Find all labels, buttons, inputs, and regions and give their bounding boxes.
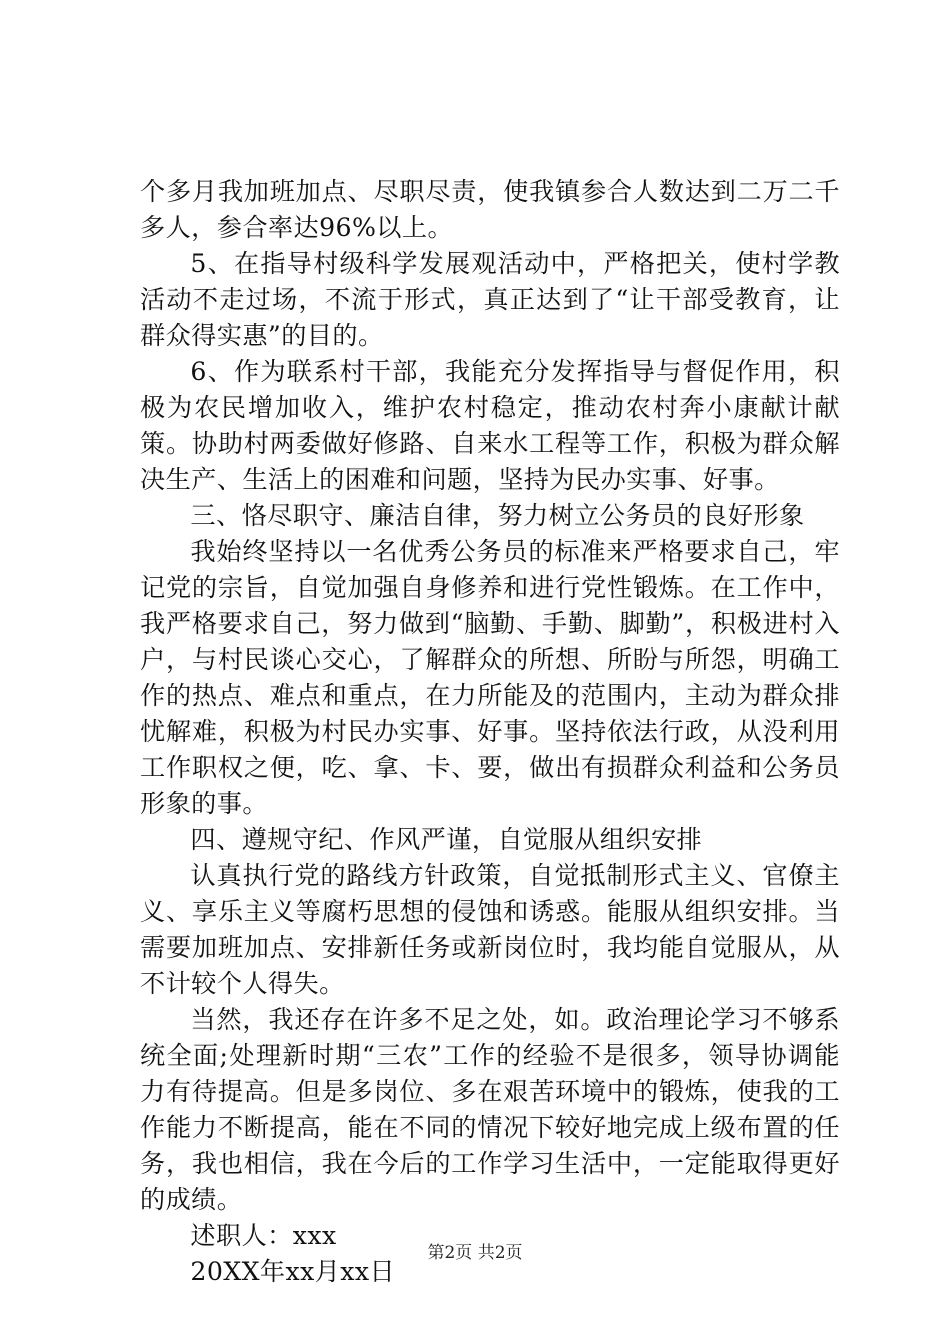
paragraph-item-5: 5、在指导村级科学发展观活动中，严格把关，使村学教活动不走过场，不流于形式，真正达到了“让干部受教育，让群众得实惠”的目的。 [140,249,840,350]
paragraph-continuation: 个多月我加班加点、尽职尽责，使我镇参合人数达到二万二千多人，参合率达96%以上。 [140,177,840,242]
document-body [140,174,840,1290]
paragraph-item-6: 6、作为联系村干部，我能充分发挥指导与督促作用，积极为农民增加收入，维护农村稳定，推动农村奔小康献计献策。协助村两委做好修路、自来水工程等工作，积极为群众解决生产、生活上的困难和问题，坚持为民办实事、好事。 [140,357,840,494]
signature-line: 述职人：xxx [190,1221,337,1250]
page-footer [0,1242,950,1264]
section-heading-4: 四、遵规守纪、作风严谨，自觉服从组织安排 [190,825,703,854]
date-line: 20XX年xx月xx日 [190,1257,396,1286]
paragraph-section-3-body: 我始终坚持以一名优秀公务员的标准来严格要求自己，牢记党的宗旨，自觉加强自身修养和进行党性锻炼。在工作中，我严格要求自己，努力做到“脑勤、手勤、脚勤”，积极进村入户，与村民谈心交心，了解群众的所想、所盼与所怨，明确工作的热点、难点和重点，在力所能及的范围内，主动为群众排忧解难，积极为村民办实事、好事。坚持依法行政，从没利用工作职权之便，吃、拿、卡、要，做出有损群众利益和公务员形象的事。 [140,537,840,818]
section-heading-3: 三、恪尽职守、廉洁自律，努力树立公务员的良好形象 [190,501,805,530]
paragraph-section-4-body: 认真执行党的路线方针政策，自觉抵制形式主义、官僚主义、享乐主义等腐朽思想的侵蚀和诱惑。能服从组织安排。当需要加班加点、安排新任务或新岗位时，我均能自觉服从，从不计较个人得失。 [140,861,840,998]
page-number: 第2页 共2页 [427,1243,523,1263]
paragraph-shortcomings: 当然，我还存在许多不足之处，如。政治理论学习不够系统全面;处理新时期“三农”工作的经验不是很多，领导协调能力有待提高。但是多岗位、多在艰苦环境中的锻炼，使我的工作能力不断提高，能在不同的情况下较好地完成上级布置的任务，我也相信，我在今后的工作学习生活中，一定能取得更好的成绩。 [140,1005,840,1214]
